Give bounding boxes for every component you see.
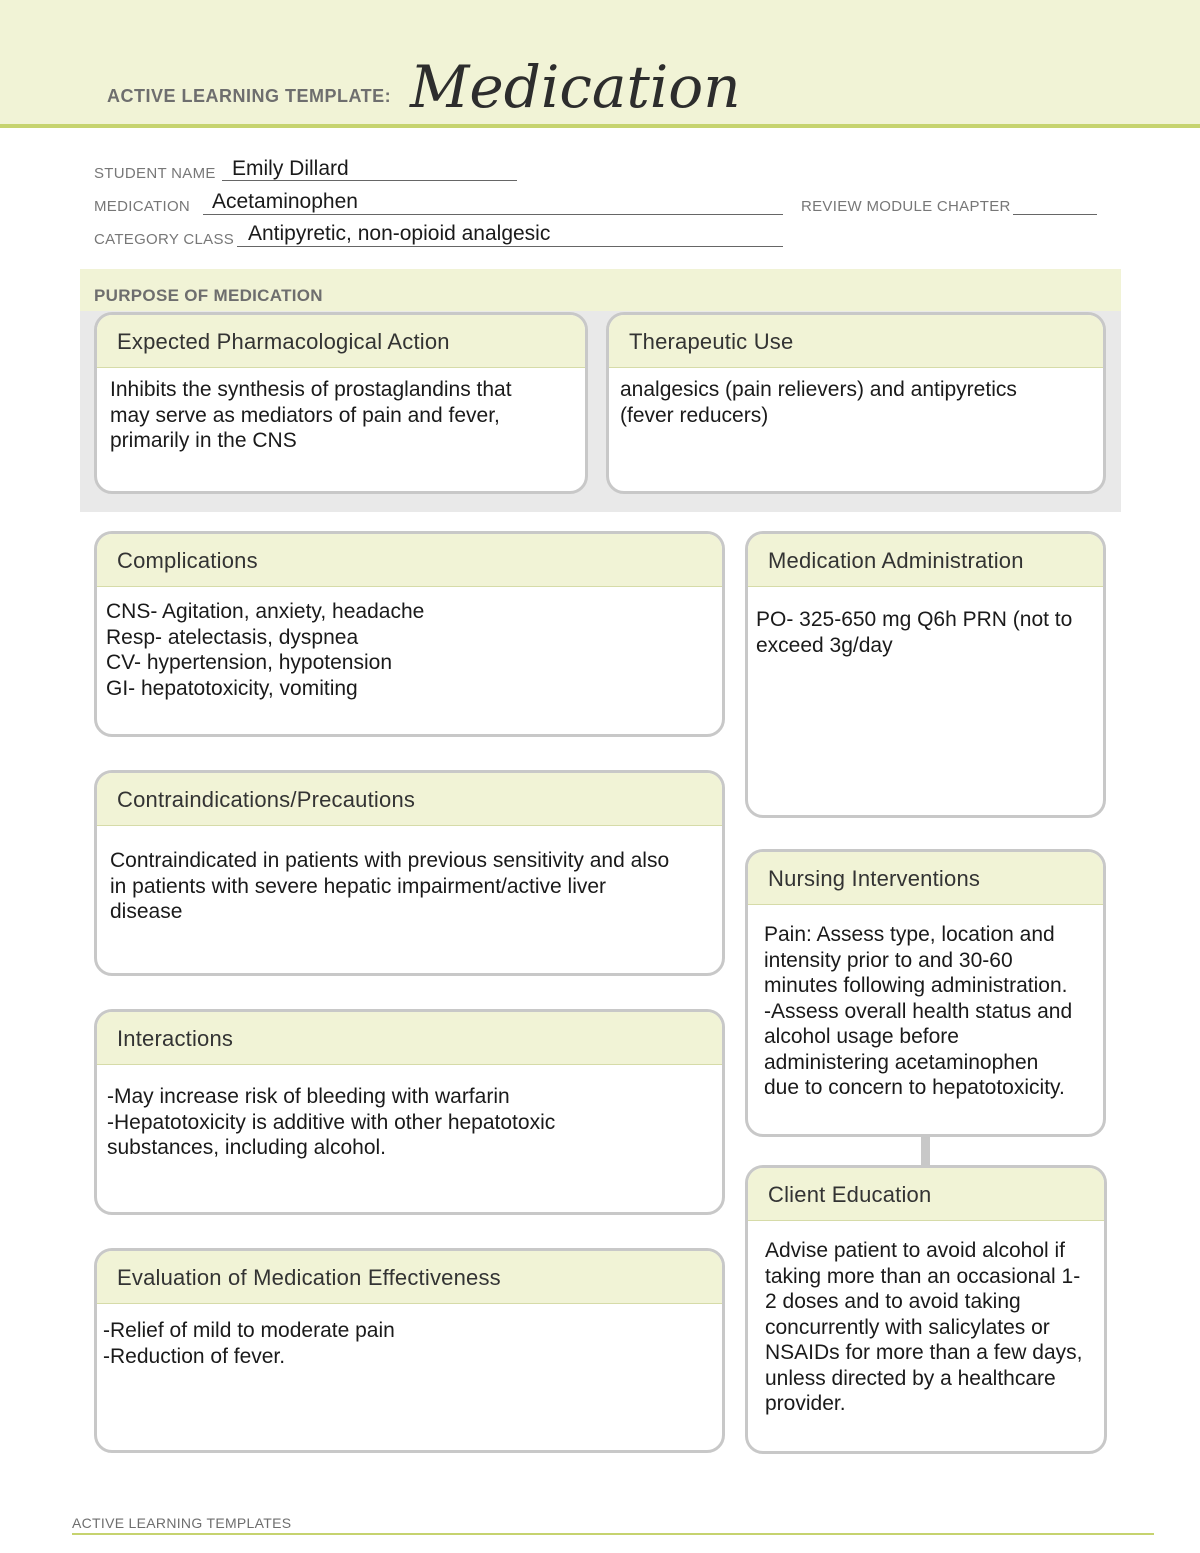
contraindications-body[interactable]: Contraindicated in patients with previous sensitivity and also in patients with severe hepatic impairment/active liver disease bbox=[110, 849, 670, 923]
review-module-label: REVIEW MODULE CHAPTER bbox=[801, 198, 1011, 215]
client-education-box bbox=[745, 1165, 1107, 1454]
nursing-interventions-title: Nursing Interventions bbox=[748, 852, 1103, 905]
complications-box bbox=[94, 531, 725, 737]
interactions-box bbox=[94, 1009, 725, 1215]
administration-box bbox=[745, 531, 1106, 818]
nursing-interventions-box bbox=[745, 849, 1106, 1137]
therapeutic-use-box bbox=[606, 312, 1106, 494]
expected-action-body[interactable]: Inhibits the synthesis of prostaglandins that may serve as mediators of pain and fever, primarily in the CNS bbox=[110, 378, 512, 452]
footer-divider bbox=[72, 1533, 1154, 1535]
evaluation-box bbox=[94, 1248, 725, 1453]
therapeutic-use-body[interactable]: analgesics (pain relievers) and antipyretics (fever reducers) bbox=[620, 378, 1017, 427]
complications-body[interactable]: CNS- Agitation, anxiety, headache Resp- atelectasis, dyspnea CV- hypertension, hypotension GI- hepatotoxicity, vomiting bbox=[106, 600, 425, 700]
client-education-body[interactable]: Advise patient to avoid alcohol if taking more than an occasional 1- 2 doses and to avoid taking concurrently with salicylates or NSAIDs for more than a few days, unless directed by a healthcare provider. bbox=[765, 1239, 1083, 1415]
evaluation-title: Evaluation of Medication Effectiveness bbox=[97, 1251, 722, 1304]
student-name-underline bbox=[222, 180, 517, 181]
contraindications-title: Contraindications/Precautions bbox=[97, 773, 722, 826]
student-name-label: STUDENT NAME bbox=[94, 165, 216, 182]
review-module-underline[interactable] bbox=[1013, 214, 1097, 215]
footer-label: ACTIVE LEARNING TEMPLATES bbox=[72, 1515, 292, 1531]
category-class-label: CATEGORY CLASS bbox=[94, 231, 235, 248]
interactions-body[interactable]: -May increase risk of bleeding with warfarin -Hepatotoxicity is additive with other hepatotoxic substances, including alcohol. bbox=[107, 1085, 556, 1159]
administration-body[interactable]: PO- 325-650 mg Q6h PRN (not to exceed 3g/day bbox=[756, 608, 1073, 657]
medication-underline bbox=[203, 214, 783, 215]
complications-title: Complications bbox=[97, 534, 722, 587]
category-class-underline bbox=[237, 246, 783, 247]
nursing-interventions-body[interactable]: Pain: Assess type, location and intensity prior to and 30-60 minutes following administration. -Assess overall health status and alcohol usage before administering acetaminophen due to concern to hepatotoxicity. bbox=[764, 923, 1073, 1099]
medication-value[interactable]: Acetaminophen bbox=[212, 190, 358, 213]
contraindications-box bbox=[94, 770, 725, 976]
category-class-value[interactable]: Antipyretic, non-opioid analgesic bbox=[248, 222, 551, 245]
connector-line bbox=[921, 1134, 930, 1168]
student-name-value[interactable]: Emily Dillard bbox=[232, 157, 349, 180]
expected-action-title: Expected Pharmacological Action bbox=[97, 315, 585, 368]
interactions-title: Interactions bbox=[97, 1012, 722, 1065]
purpose-label: PURPOSE OF MEDICATION bbox=[94, 286, 323, 305]
template-label: ACTIVE LEARNING TEMPLATE: bbox=[107, 86, 392, 106]
medication-label: MEDICATION bbox=[94, 198, 191, 215]
therapeutic-use-title: Therapeutic Use bbox=[609, 315, 1103, 368]
page-title: Medication bbox=[410, 53, 741, 121]
client-education-title: Client Education bbox=[748, 1168, 1104, 1221]
administration-title: Medication Administration bbox=[748, 534, 1103, 587]
expected-action-box bbox=[94, 312, 588, 494]
evaluation-body[interactable]: -Relief of mild to moderate pain -Reduction of fever. bbox=[103, 1319, 395, 1368]
